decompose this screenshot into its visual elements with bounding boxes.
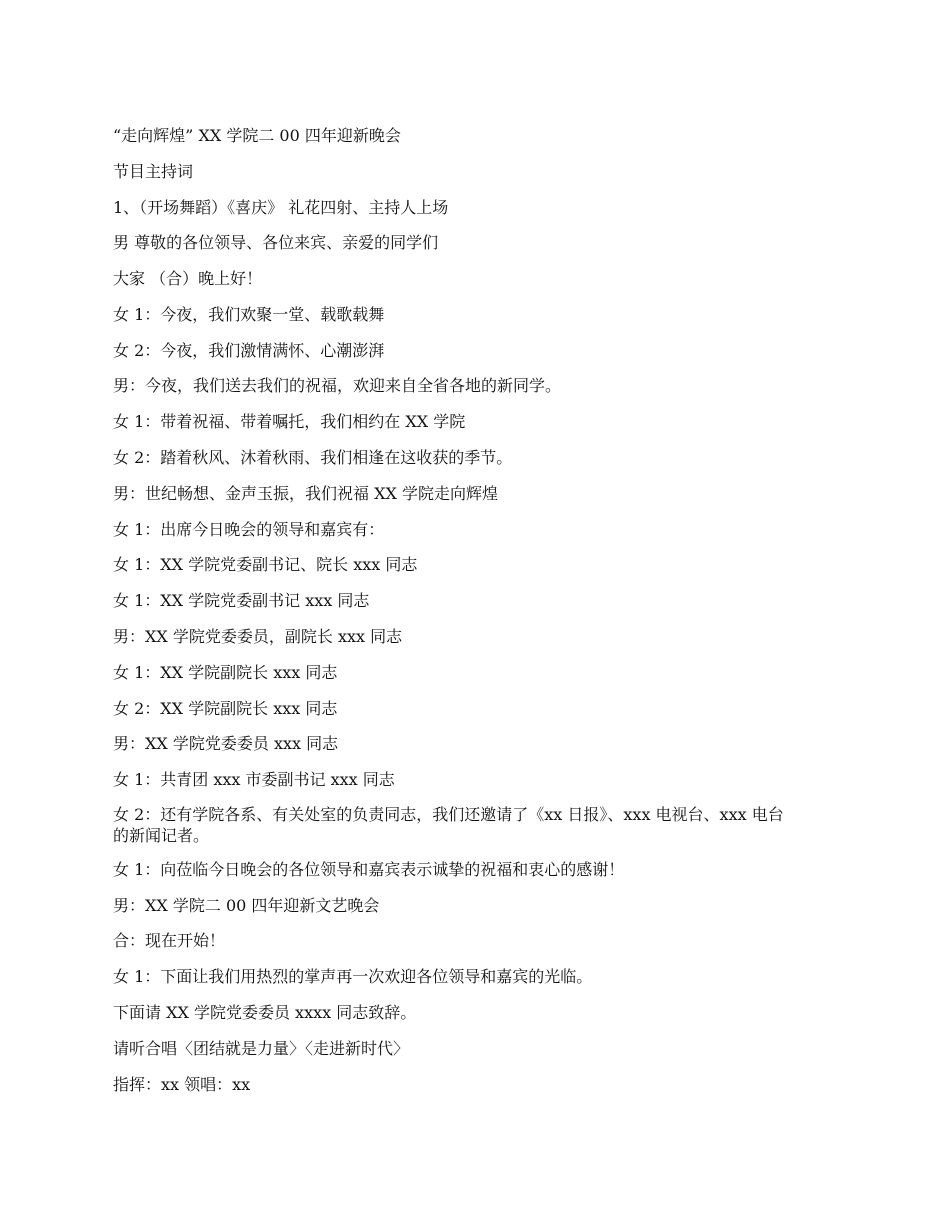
- document-body: [113, 124, 793, 1108]
- script-line: 男：XX 学院二 00 四年迎新文艺晚会: [113, 895, 380, 915]
- document-title: “走向辉煌” XX 学院二 00 四年迎新晚会: [113, 126, 401, 145]
- script-line: 男：XX 学院党委委员 xxx 同志: [113, 734, 339, 754]
- script-line: 女 1：XX 学院党委副书记 xxx 同志: [113, 591, 370, 611]
- script-line: 女 1：今夜，我们欢聚一堂、载歌载舞: [113, 304, 385, 324]
- script-line: 女 1：带着祝福、带着嘱托，我们相约在 XX 学院: [113, 412, 466, 432]
- script-line: 女 1：向莅临今日晚会的各位领导和嘉宾表示诚挚的祝福和衷心的感谢！: [113, 859, 625, 879]
- document-subtitle: 节目主持词: [113, 161, 194, 181]
- script-line: 女 2：今夜，我们激情满怀、心潮澎湃: [113, 340, 385, 360]
- script-line: 女 1：出席今日晚会的领导和嘉宾有：: [113, 519, 385, 539]
- script-line: 女 2：还有学院各系、有关处室的负责同志，我们还邀请了《xx 日报》、xxx 电视台、xxx 电台的新闻记者。: [113, 804, 784, 845]
- script-line: 请听合唱〈团结就是力量〉〈走进新时代〉: [113, 1038, 410, 1058]
- script-line: 1、（开场舞蹈）《喜庆》 礼花四射、主持人上场: [113, 197, 449, 217]
- script-line: 合：现在开始！: [113, 931, 226, 951]
- script-line: 男：今夜，我们送去我们的祝福，欢迎来自全省各地的新同学。: [113, 376, 562, 396]
- script-line: 女 1：XX 学院党委副书记、院长 xxx 同志: [113, 555, 418, 575]
- script-line: 女 2：踏着秋风、沐着秋雨、我们相逢在这收获的季节。: [113, 448, 513, 468]
- script-line: 男 尊敬的各位领导、各位来宾、亲爱的同学们: [113, 233, 439, 253]
- script-line: 指挥：xx 领唱：xx: [113, 1074, 251, 1094]
- script-line: 女 1：XX 学院副院长 xxx 同志: [113, 662, 338, 682]
- script-line: 下面请 XX 学院党委委员 xxxx 同志致辞。: [113, 1002, 417, 1022]
- script-line: 男：XX 学院党委委员，副院长 xxx 同志: [113, 626, 403, 646]
- script-line: 大家 （合）晚上好！: [113, 269, 263, 289]
- script-line: 女 1：共青团 xxx 市委副书记 xxx 同志: [113, 770, 395, 790]
- script-line: 男：世纪畅想、金声玉振，我们祝福 XX 学院走向辉煌: [113, 483, 498, 503]
- script-line: 女 1：下面让我们用热烈的掌声再一次欢迎各位领导和嘉宾的光临。: [113, 967, 593, 987]
- script-line: 女 2：XX 学院副院长 xxx 同志: [113, 698, 338, 718]
